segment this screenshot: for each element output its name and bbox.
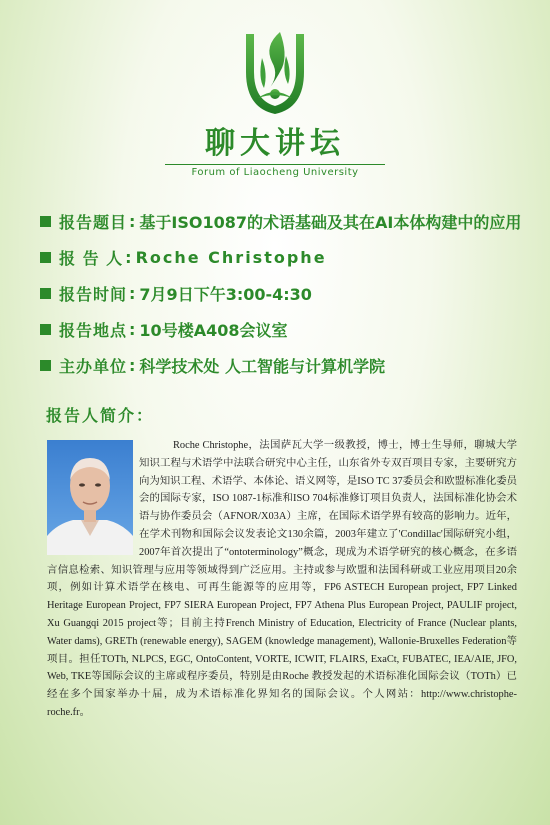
university-logo-icon — [242, 28, 308, 116]
forum-title-cn: 聊大讲坛 — [205, 126, 345, 161]
bio-text: Roche Christophe，法国萨瓦大学一级教授，博士，博士生导师，聊城大学知识工程与术语学中法联合研究中心主任，山东省外专双百项目专家，主要研究方向为知识工程、术语学、本体论、语义网等，是ISO TC 37委员会和欧盟标准化委员会的国际专家，ISO 1087-1标准和ISO 704标准修订项目负责人，法国标准化协会术语与协作委员会（AFNOR/X03A）主席，在国际术语学界有较高的影响力。近年，在学术刊物和国际会议发表论文130余篇，2003年建立了'Condillac'国际研究小组，2007年首次提出了“ontoterminology”概念，现成为术语学研究的核心概念，在多语言信息检索、知识管理与应用等领域得到广泛应用。主持或参与欧盟和法国科研或工业应用项目20余项，例如计算术语学在核电、可再生能源等的应用等，FP6 ASTECH European project, FP7 Linked Heritage European Project, FP7 SIERA European Project, FP7 Athena Plus European Project, PAULIF project, Xu Guangqi 2015 project等；目前主持French Ministry of Education, Electricity of France (Nuclear plants, Water dams), GRETh (renewable energy), SAGEM (knowledge management), Wallonie-Bruxelles Federation等项目。担任TOTh, NLPCS, EGC, OntoContent, VORTE, ICWIT, FLAIRS, ExaCt, FUBATEC, IEA/AIE, JFO, Web, TKE等国际会议的主席或程序委员，特别是由Roche 教授发起的术语标准化国际会议（TOTh）已经在多个国家举办十届，成为术语标准化界知名的国际会议。个人网站：http://www.christophe-roche.fr。 — [47, 440, 517, 718]
info-label: 报 告 人 — [59, 249, 124, 268]
square-bullet-icon — [40, 324, 51, 335]
info-label: 主办单位 — [59, 357, 128, 376]
info-row-venue: 报告地点 : 10号楼A408会议室 — [40, 318, 287, 341]
square-bullet-icon — [40, 360, 51, 371]
square-bullet-icon — [40, 252, 51, 263]
info-label: 报告题目 — [59, 213, 128, 232]
square-bullet-icon — [40, 288, 51, 299]
info-value: Roche Christophe — [135, 248, 327, 267]
info-row-time: 报告时间 : 7月9日下午3:00-4:30 — [40, 282, 312, 305]
divider — [165, 164, 385, 165]
info-row-organizer: 主办单位 : 科学技术处 人工智能与计算机学院 — [40, 354, 385, 377]
info-value: 科学技术处 人工智能与计算机学院 — [139, 357, 385, 376]
photo-spacer — [47, 437, 139, 559]
info-label: 报告时间 — [59, 285, 128, 304]
info-row-topic: 报告题目 : 基于ISO1087的术语基础及其在AI本体构建中的应用 — [40, 210, 521, 233]
forum-title-en: Forum of Liaocheng University — [191, 167, 359, 178]
info-value: 基于ISO1087的术语基础及其在AI本体构建中的应用 — [139, 213, 522, 232]
speaker-intro-heading: 报告人简介： — [46, 406, 155, 425]
info-label: 报告地点 — [59, 321, 128, 340]
info-row-speaker: 报 告 人 : Roche Christophe — [40, 246, 327, 269]
speaker-bio — [47, 437, 517, 722]
square-bullet-icon — [40, 216, 51, 227]
info-value: 10号楼A408会议室 — [139, 321, 288, 340]
info-value: 7月9日下午3:00-4:30 — [139, 285, 312, 304]
forum-title-block — [0, 118, 550, 178]
